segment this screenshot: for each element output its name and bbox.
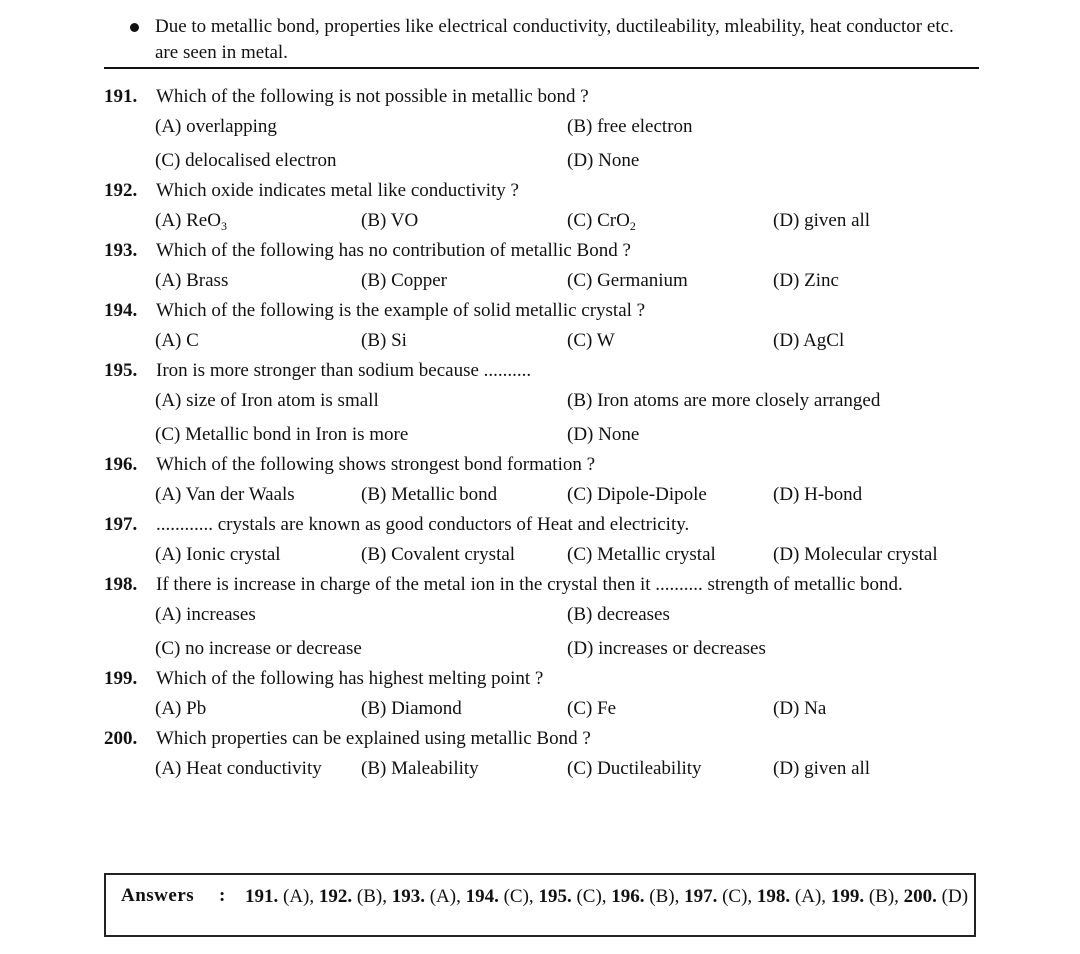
question-text: Which of the following has no contribution of metallic Bond ? xyxy=(156,240,631,261)
options-row xyxy=(155,324,984,358)
question-number: 192. xyxy=(104,180,138,201)
question-number: 200. xyxy=(104,728,138,749)
answer-key-item xyxy=(904,886,968,907)
question-line xyxy=(104,84,984,110)
answer-option: (C) CrO$_2$ xyxy=(567,210,636,233)
options-row xyxy=(155,204,984,238)
answer-key-number: 191. xyxy=(245,886,279,907)
question-list xyxy=(104,84,984,786)
answer-option: (B) decreases xyxy=(567,604,670,625)
answer-option: (A) size of Iron atom is small xyxy=(155,390,379,411)
answer-key-number: 198. xyxy=(756,886,791,907)
question-line xyxy=(104,572,984,598)
answer-key-choice: (A), xyxy=(790,886,827,907)
question-number: 196. xyxy=(104,454,138,475)
question-number: 194. xyxy=(104,300,138,321)
question-item xyxy=(104,726,984,786)
answer-option: (C) Fe xyxy=(567,698,617,719)
answer-key-item xyxy=(684,886,752,907)
question-number: 191. xyxy=(104,86,138,107)
answer-key-number: 195. xyxy=(538,886,572,907)
answers-label: Answers xyxy=(121,885,195,906)
answer-key-choice: (A), xyxy=(424,886,461,907)
answer-option: (C) Ductileability xyxy=(567,758,702,779)
answer-option: (D) given all xyxy=(773,758,871,779)
answer-key-number: 194. xyxy=(465,886,499,907)
answer-option: (C) Dipole-Dipole xyxy=(567,484,707,505)
answer-key-number: 192. xyxy=(318,886,353,907)
answer-option: (B) free electron xyxy=(567,116,693,137)
answer-option: (C) no increase or decrease xyxy=(155,638,362,659)
answer-option: (A) ReO$_3$ xyxy=(155,210,227,233)
answer-key-choice: (D) xyxy=(936,886,969,907)
options-row xyxy=(155,418,984,452)
intro-bullet-text: Due to metallic bond, properties like electrical conductivity, ductileability, mleability, heat conductor etc. are seen in metal. xyxy=(155,16,954,63)
answer-option: (D) None xyxy=(567,150,640,171)
question-text: Which of the following is the example of solid metallic crystal ? xyxy=(156,300,646,321)
answer-option: (A) Pb xyxy=(155,698,207,719)
options-row xyxy=(155,110,984,144)
answer-option: (D) None xyxy=(567,424,640,445)
question-text: Which oxide indicates metal like conductivity ? xyxy=(156,180,519,201)
question-line xyxy=(104,238,984,264)
answer-option: (B) Covalent crystal xyxy=(361,544,516,565)
question-line xyxy=(104,178,984,204)
answers-list xyxy=(245,885,970,909)
answer-option: (A) Van der Waals xyxy=(155,484,295,505)
options-row xyxy=(155,538,984,572)
answer-option: (B) Metallic bond xyxy=(361,484,498,505)
answers-box xyxy=(104,873,976,937)
answer-key-item xyxy=(319,886,387,907)
answer-key-item xyxy=(831,886,899,907)
options-row xyxy=(155,144,984,178)
question-item xyxy=(104,178,984,238)
answer-option: (B) Copper xyxy=(361,270,448,291)
answer-key-item xyxy=(538,886,606,907)
answers-colon: : xyxy=(219,885,226,906)
answer-key-number: 200. xyxy=(903,886,937,907)
answer-key-number: 196. xyxy=(611,886,645,907)
question-text: Which of the following shows strongest bond formation ? xyxy=(156,454,596,475)
question-number: 195. xyxy=(104,360,138,381)
question-number: 193. xyxy=(104,240,138,261)
question-number: 199. xyxy=(104,668,138,689)
answer-option: (A) Heat conductivity xyxy=(155,758,322,779)
question-text: Which of the following has highest melting point ? xyxy=(156,668,544,689)
answer-option: (B) Maleability xyxy=(361,758,479,779)
answer-key-choice: (C), xyxy=(717,886,753,907)
subscript: 3 xyxy=(220,219,227,233)
horizontal-divider xyxy=(104,67,979,69)
answer-key-number: 197. xyxy=(684,886,718,907)
intro-bullet xyxy=(130,14,980,66)
answer-option: (D) AgCl xyxy=(773,330,845,351)
question-text: Which of the following is not possible in metallic bond ? xyxy=(156,86,589,107)
question-line xyxy=(104,666,984,692)
options-row xyxy=(155,478,984,512)
answer-key-item xyxy=(245,886,314,907)
question-line xyxy=(104,512,984,538)
answer-key-number: 199. xyxy=(830,886,865,907)
question-item xyxy=(104,238,984,298)
question-item xyxy=(104,84,984,178)
answer-key-item xyxy=(466,886,534,907)
options-row xyxy=(155,632,984,666)
answer-option: (C) Metallic bond in Iron is more xyxy=(155,424,409,445)
answer-option: (C) Germanium xyxy=(567,270,688,291)
answer-option: (A) increases xyxy=(155,604,256,625)
options-row xyxy=(155,264,984,298)
answer-key-choice: (C), xyxy=(571,886,607,907)
options-row xyxy=(155,598,984,632)
question-item xyxy=(104,572,984,666)
options-row xyxy=(155,384,984,418)
answer-key-choice: (B), xyxy=(352,886,387,907)
answer-option: (D) Zinc xyxy=(773,270,839,291)
answer-option: (B) Si xyxy=(361,330,407,351)
answer-option: (D) H-bond xyxy=(773,484,863,505)
options-row xyxy=(155,692,984,726)
answer-key-choice: (B), xyxy=(644,886,680,907)
question-line xyxy=(104,298,984,324)
answer-option: (D) Na xyxy=(773,698,827,719)
options-row xyxy=(155,752,984,786)
answer-option: (D) given all xyxy=(773,210,871,231)
bullet-icon xyxy=(130,23,139,32)
answer-option: (D) increases or decreases xyxy=(567,638,766,659)
question-item xyxy=(104,512,984,572)
question-text: If there is increase in charge of the metal ion in the crystal then it .......... strength of metallic bond. xyxy=(156,574,903,595)
answer-option: (A) overlapping xyxy=(155,116,277,137)
question-number: 197. xyxy=(104,514,138,535)
question-text: Which properties can be explained using metallic Bond ? xyxy=(156,728,591,749)
answer-option: (C) delocalised electron xyxy=(155,150,337,171)
answer-key-number: 193. xyxy=(391,886,425,907)
question-number: 198. xyxy=(104,574,138,595)
answer-key-item xyxy=(392,886,461,907)
answer-option: (A) Brass xyxy=(155,270,229,291)
answer-key-item xyxy=(757,886,826,907)
question-item xyxy=(104,298,984,358)
subscript: 2 xyxy=(629,219,636,233)
question-text: ............ crystals are known as good conductors of Heat and electricity. xyxy=(156,514,690,535)
question-item xyxy=(104,666,984,726)
question-item xyxy=(104,358,984,452)
answer-option: (B) Diamond xyxy=(361,698,462,719)
question-text: Iron is more stronger than sodium because .......... xyxy=(156,360,532,381)
answer-key-choice: (A), xyxy=(278,886,315,907)
answer-option: (A) C xyxy=(155,330,199,351)
answer-option: (D) Molecular crystal xyxy=(773,544,938,565)
answer-option: (A) Ionic crystal xyxy=(155,544,281,565)
question-line xyxy=(104,452,984,478)
question-line xyxy=(104,726,984,752)
answer-option: (B) Iron atoms are more closely arranged xyxy=(567,390,881,411)
answer-option: (B) VO xyxy=(361,210,419,231)
answer-option: (C) Metallic crystal xyxy=(567,544,716,565)
answer-option: (C) W xyxy=(567,330,615,351)
question-line xyxy=(104,358,984,384)
answer-key-item xyxy=(611,886,679,907)
answer-key-choice: (B), xyxy=(864,886,899,907)
answer-key-choice: (C), xyxy=(498,886,534,907)
question-item xyxy=(104,452,984,512)
